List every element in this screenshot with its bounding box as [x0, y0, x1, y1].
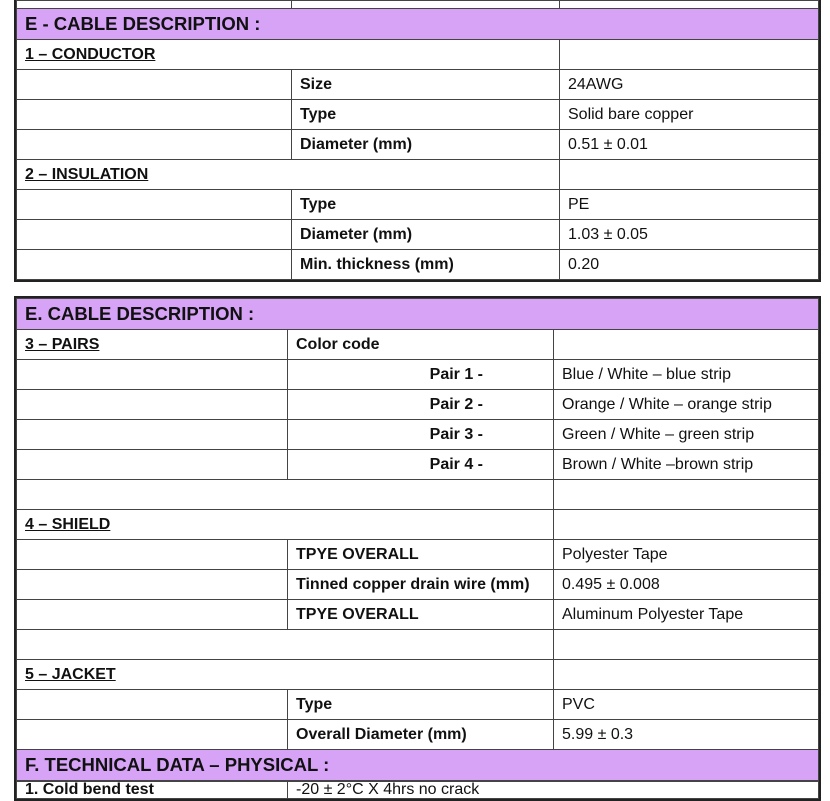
row-label: Tinned copper drain wire (mm): [288, 570, 554, 600]
table-top-strip: [17, 1, 819, 9]
empty-cell: [560, 160, 819, 190]
technical-header: F. TECHNICAL DATA – PHYSICAL :: [17, 750, 819, 781]
table-row: [17, 220, 819, 250]
empty-cell: [17, 720, 288, 750]
empty-cell: [17, 570, 288, 600]
empty-cell: [17, 690, 288, 720]
empty-cell: [17, 70, 292, 100]
row-value: Aluminum Polyester Tape: [554, 600, 819, 630]
empty-cell: [554, 510, 819, 540]
insulation-title: 2 – INSULATION: [17, 160, 560, 190]
row-label: Min. thickness (mm): [292, 250, 560, 280]
pair-label: Pair 1 -: [288, 360, 554, 390]
empty-cell: [554, 480, 819, 510]
row-label: Type: [292, 190, 560, 220]
empty-cell: [17, 420, 288, 450]
cable-description-table-2: [14, 296, 821, 801]
row-value: 0.20: [560, 250, 819, 280]
conductor-title-row: [17, 40, 819, 70]
table-row: [17, 720, 819, 750]
empty-cell: [17, 360, 288, 390]
row-label: Size: [292, 70, 560, 100]
pair-value: Blue / White – blue strip: [554, 360, 819, 390]
jacket-title-row: [17, 660, 819, 690]
row-value: PVC: [554, 690, 819, 720]
pair-value: Brown / White –brown strip: [554, 450, 819, 480]
section-header-row: [17, 299, 819, 330]
table-row: [17, 190, 819, 220]
row-value: 0.51 ± 0.01: [560, 130, 819, 160]
table-row: [17, 100, 819, 130]
table-row: [17, 360, 819, 390]
empty-cell: [554, 330, 819, 360]
row-value: Solid bare copper: [560, 100, 819, 130]
empty-cell: [560, 40, 819, 70]
table-row: [17, 450, 819, 480]
row-label: Overall Diameter (mm): [288, 720, 554, 750]
empty-cell: [554, 630, 819, 660]
table-row: [17, 690, 819, 720]
row-value: 24AWG: [560, 70, 819, 100]
section-header-row: [17, 9, 819, 40]
empty-cell: [17, 630, 554, 660]
empty-cell: [17, 190, 292, 220]
pair-value: Green / White – green strip: [554, 420, 819, 450]
blank-row: [17, 630, 819, 660]
shield-title-row: [17, 510, 819, 540]
section-header: E. CABLE DESCRIPTION :: [17, 299, 819, 330]
technical-value: -20 ± 2°C X 4hrs no crack: [288, 782, 819, 799]
row-label: Type: [292, 100, 560, 130]
row-label: Type: [288, 690, 554, 720]
color-code-label: Color code: [288, 330, 554, 360]
empty-cell: [17, 480, 554, 510]
row-value: 0.495 ± 0.008: [554, 570, 819, 600]
insulation-title-row: [17, 160, 819, 190]
empty-cell: [17, 600, 288, 630]
empty-cell: [17, 250, 292, 280]
cable-description-table-1: [14, 0, 821, 282]
table-row: [17, 420, 819, 450]
conductor-title: 1 – CONDUCTOR: [17, 40, 560, 70]
technical-row: [17, 782, 819, 799]
technical-label: 1. Cold bend test: [17, 782, 288, 799]
pair-label: Pair 3 -: [288, 420, 554, 450]
shield-title: 4 – SHIELD: [17, 510, 554, 540]
table-row: [17, 250, 819, 280]
technical-header-row: [17, 750, 819, 781]
row-value: 5.99 ± 0.3: [554, 720, 819, 750]
pairs-title-row: [17, 330, 819, 360]
table-row: [17, 130, 819, 160]
row-label: TPYE OVERALL: [288, 600, 554, 630]
table-row: [17, 390, 819, 420]
section-header: E - CABLE DESCRIPTION :: [17, 9, 819, 40]
row-label: Diameter (mm): [292, 220, 560, 250]
empty-cell: [17, 540, 288, 570]
empty-cell: [554, 660, 819, 690]
empty-cell: [17, 130, 292, 160]
empty-cell: [17, 220, 292, 250]
table-row: [17, 70, 819, 100]
empty-cell: [17, 100, 292, 130]
table-row: [17, 600, 819, 630]
table-row: [17, 570, 819, 600]
empty-cell: [17, 390, 288, 420]
empty-cell: [17, 450, 288, 480]
row-value: Polyester Tape: [554, 540, 819, 570]
pair-value: Orange / White – orange strip: [554, 390, 819, 420]
row-label: Diameter (mm): [292, 130, 560, 160]
row-label: TPYE OVERALL: [288, 540, 554, 570]
blank-row: [17, 480, 819, 510]
jacket-title: 5 – JACKET: [17, 660, 554, 690]
row-value: PE: [560, 190, 819, 220]
pairs-title: 3 – PAIRS: [17, 330, 288, 360]
table-row: [17, 540, 819, 570]
row-value: 1.03 ± 0.05: [560, 220, 819, 250]
pair-label: Pair 2 -: [288, 390, 554, 420]
pair-label: Pair 4 -: [288, 450, 554, 480]
